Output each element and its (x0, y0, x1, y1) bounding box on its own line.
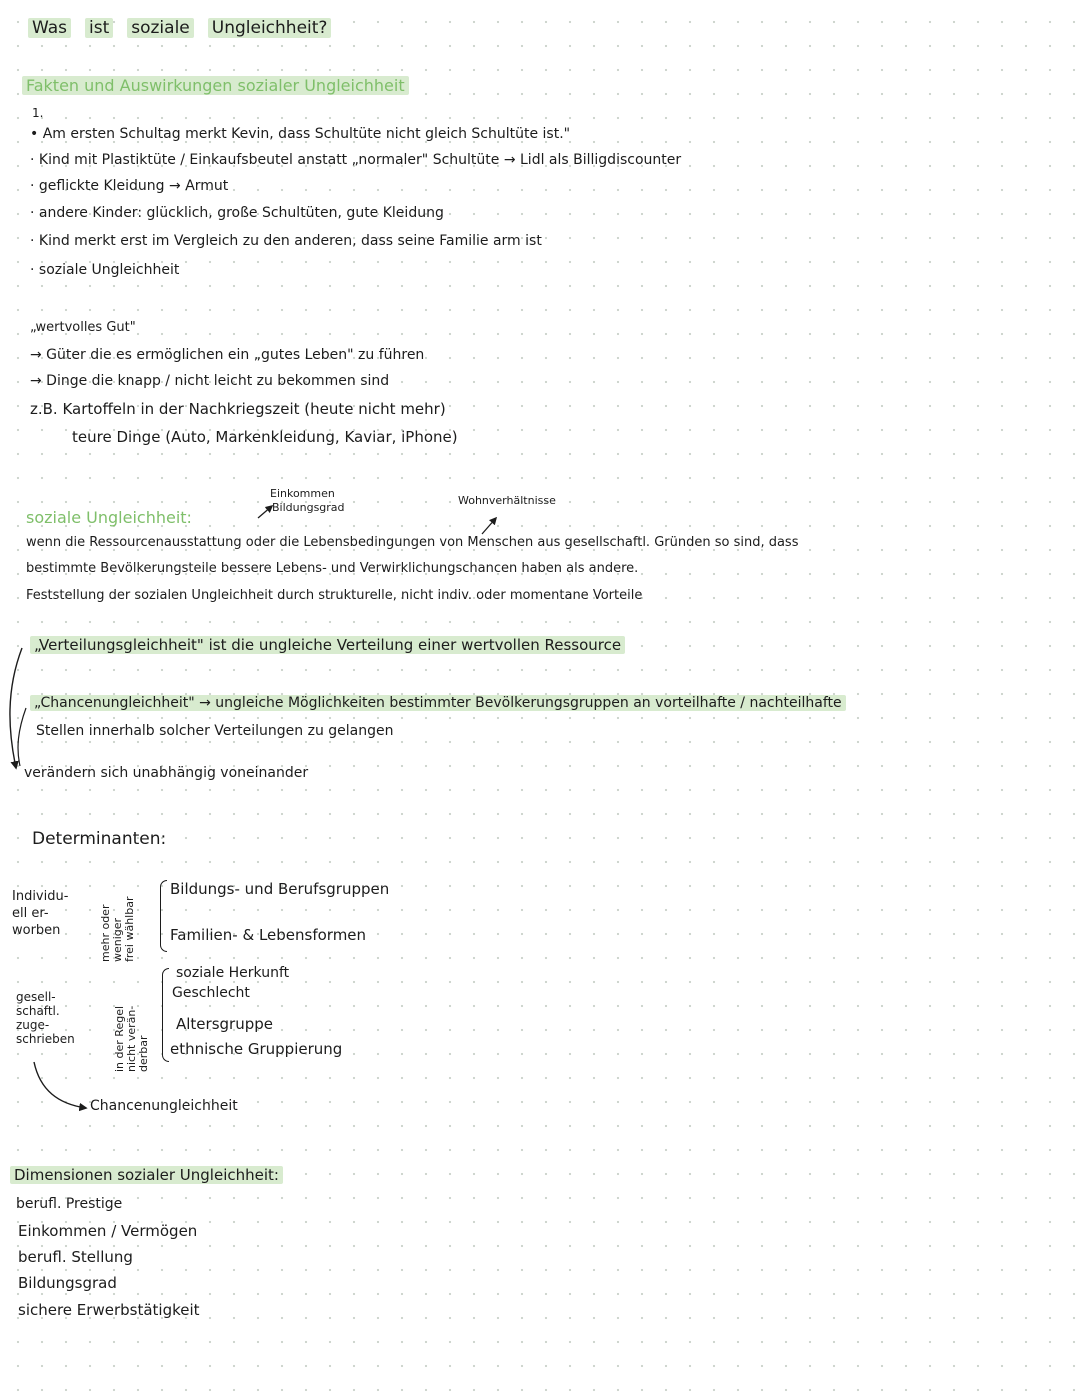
arrow-to-education (258, 506, 272, 518)
determinant-item: soziale Herkunft (176, 965, 290, 981)
determinant-item: Familien- & Lebensformen (170, 926, 367, 944)
determinant-item: Geschlecht (172, 985, 250, 1001)
fact-line: · geflickte Kleidung → Armut (30, 178, 229, 194)
opportunity-inequality-cont: Stellen innerhalb solcher Verteilungen zu gelangen (36, 723, 394, 739)
dimension-item: berufl. Stellung (18, 1248, 133, 1266)
title-word: Was (28, 18, 71, 38)
definition-line: Feststellung der sozialen Ungleichheit durch strukturelle, nicht indiv. oder momentane Vorteile (26, 588, 643, 603)
valuable-good-heading: „wertvolles Gut" (30, 320, 136, 335)
annotation-education: Bildungsgrad (272, 501, 345, 514)
label-line: ell er- (12, 906, 49, 921)
definition-line: wenn die Ressourcenausstattung oder die Lebensbedingungen von Menschen aus gesellschaftl. Gründen so sind, dass (26, 535, 799, 550)
note-line: derbar (137, 1035, 150, 1072)
note-line: frei wählbar (123, 896, 136, 962)
section-number: 1. (32, 106, 44, 120)
determinant-item: ethnische Gruppierung (170, 1040, 343, 1058)
section-heading-facts: Fakten und Auswirkungen sozialer Ungleichheit (22, 76, 409, 95)
fact-line: · soziale Ungleichheit (30, 262, 180, 278)
arrow-opportunity-to-conclusion (18, 708, 26, 766)
dimensions-heading-text: Dimensionen sozialer Ungleichheit: (10, 1166, 283, 1184)
fact-line: • Am ersten Schultag merkt Kevin, dass Schultüte nicht gleich Schultüte ist." (30, 126, 571, 142)
label-line: schaftl. (16, 1004, 60, 1018)
valuable-good-example: teure Dinge (Auto, Markenkleidung, Kaviar, iPhone) (72, 428, 458, 446)
valuable-good-bullet: → Dinge die knapp / nicht leicht zu bekommen sind (30, 373, 390, 389)
arrow-to-housing (482, 518, 496, 534)
arrow-distribution-to-conclusion (10, 648, 22, 768)
arrow-to-result (34, 1062, 86, 1108)
determinants-heading: Determinanten: (32, 829, 167, 849)
title-word: soziale (127, 18, 194, 38)
annotation-income: Einkommen (270, 487, 335, 500)
label-line: schrieben (16, 1032, 75, 1046)
note-line: in der Regel (113, 1005, 126, 1072)
annotation-housing: Wohnverhältnisse (458, 494, 556, 507)
label-line: gesell- (16, 990, 56, 1004)
dimension-item: Bildungsgrad (18, 1274, 117, 1292)
dimension-item: berufl. Prestige (16, 1196, 123, 1212)
note-line: nicht verän- (125, 1005, 138, 1072)
definition-term: soziale Ungleichheit: (26, 508, 192, 527)
determinant-item: Bildungs- und Berufsgruppen (170, 880, 390, 898)
label-line: zuge- (16, 1018, 50, 1032)
opportunity-inequality-text: „Chancenungleichheit" → ungleiche Möglichkeiten bestimmter Bevölkerungsgruppen an vorteilhafte / nachteilhafte (30, 695, 846, 711)
title-word: Ungleichheit? (208, 18, 332, 38)
dimension-item: Einkommen / Vermögen (18, 1222, 198, 1240)
fact-line: · andere Kinder: glücklich, große Schultüten, gute Kleidung (30, 205, 444, 221)
determinants-result: Chancenungleichheit (90, 1098, 238, 1114)
note-line: weniger (111, 917, 124, 962)
fact-line: · Kind mit Plastiktüte / Einkaufsbeutel anstatt „normaler" Schultüte → Lidl als Billigdiscounter (30, 152, 682, 168)
independence-conclusion: verändern sich unabhängig voneinander (24, 765, 309, 781)
definition-line: bestimmte Bevölkerungsteile bessere Lebens- und Verwirklichungschancen haben als andere. (26, 561, 639, 576)
valuable-good-example: z.B. Kartoffeln in der Nachkriegszeit (heute nicht mehr) (30, 400, 446, 418)
determinant-item: Altersgruppe (176, 1015, 273, 1033)
label-line: worben (12, 923, 61, 938)
label-line: Individu- (12, 889, 69, 904)
fact-line: · Kind merkt erst im Vergleich zu den anderen, dass seine Familie arm ist (30, 233, 542, 249)
title-word: ist (85, 18, 113, 38)
distribution-equality-text: „Verteilungsgleichheit" ist die ungleiche Verteilung einer wertvollen Ressource (30, 636, 625, 654)
dimension-item: sichere Erwerbstätigkeit (18, 1301, 200, 1319)
valuable-good-bullet: → Güter die es ermöglichen ein „gutes Leben" zu führen (30, 347, 425, 363)
note-line: mehr oder (99, 904, 112, 962)
